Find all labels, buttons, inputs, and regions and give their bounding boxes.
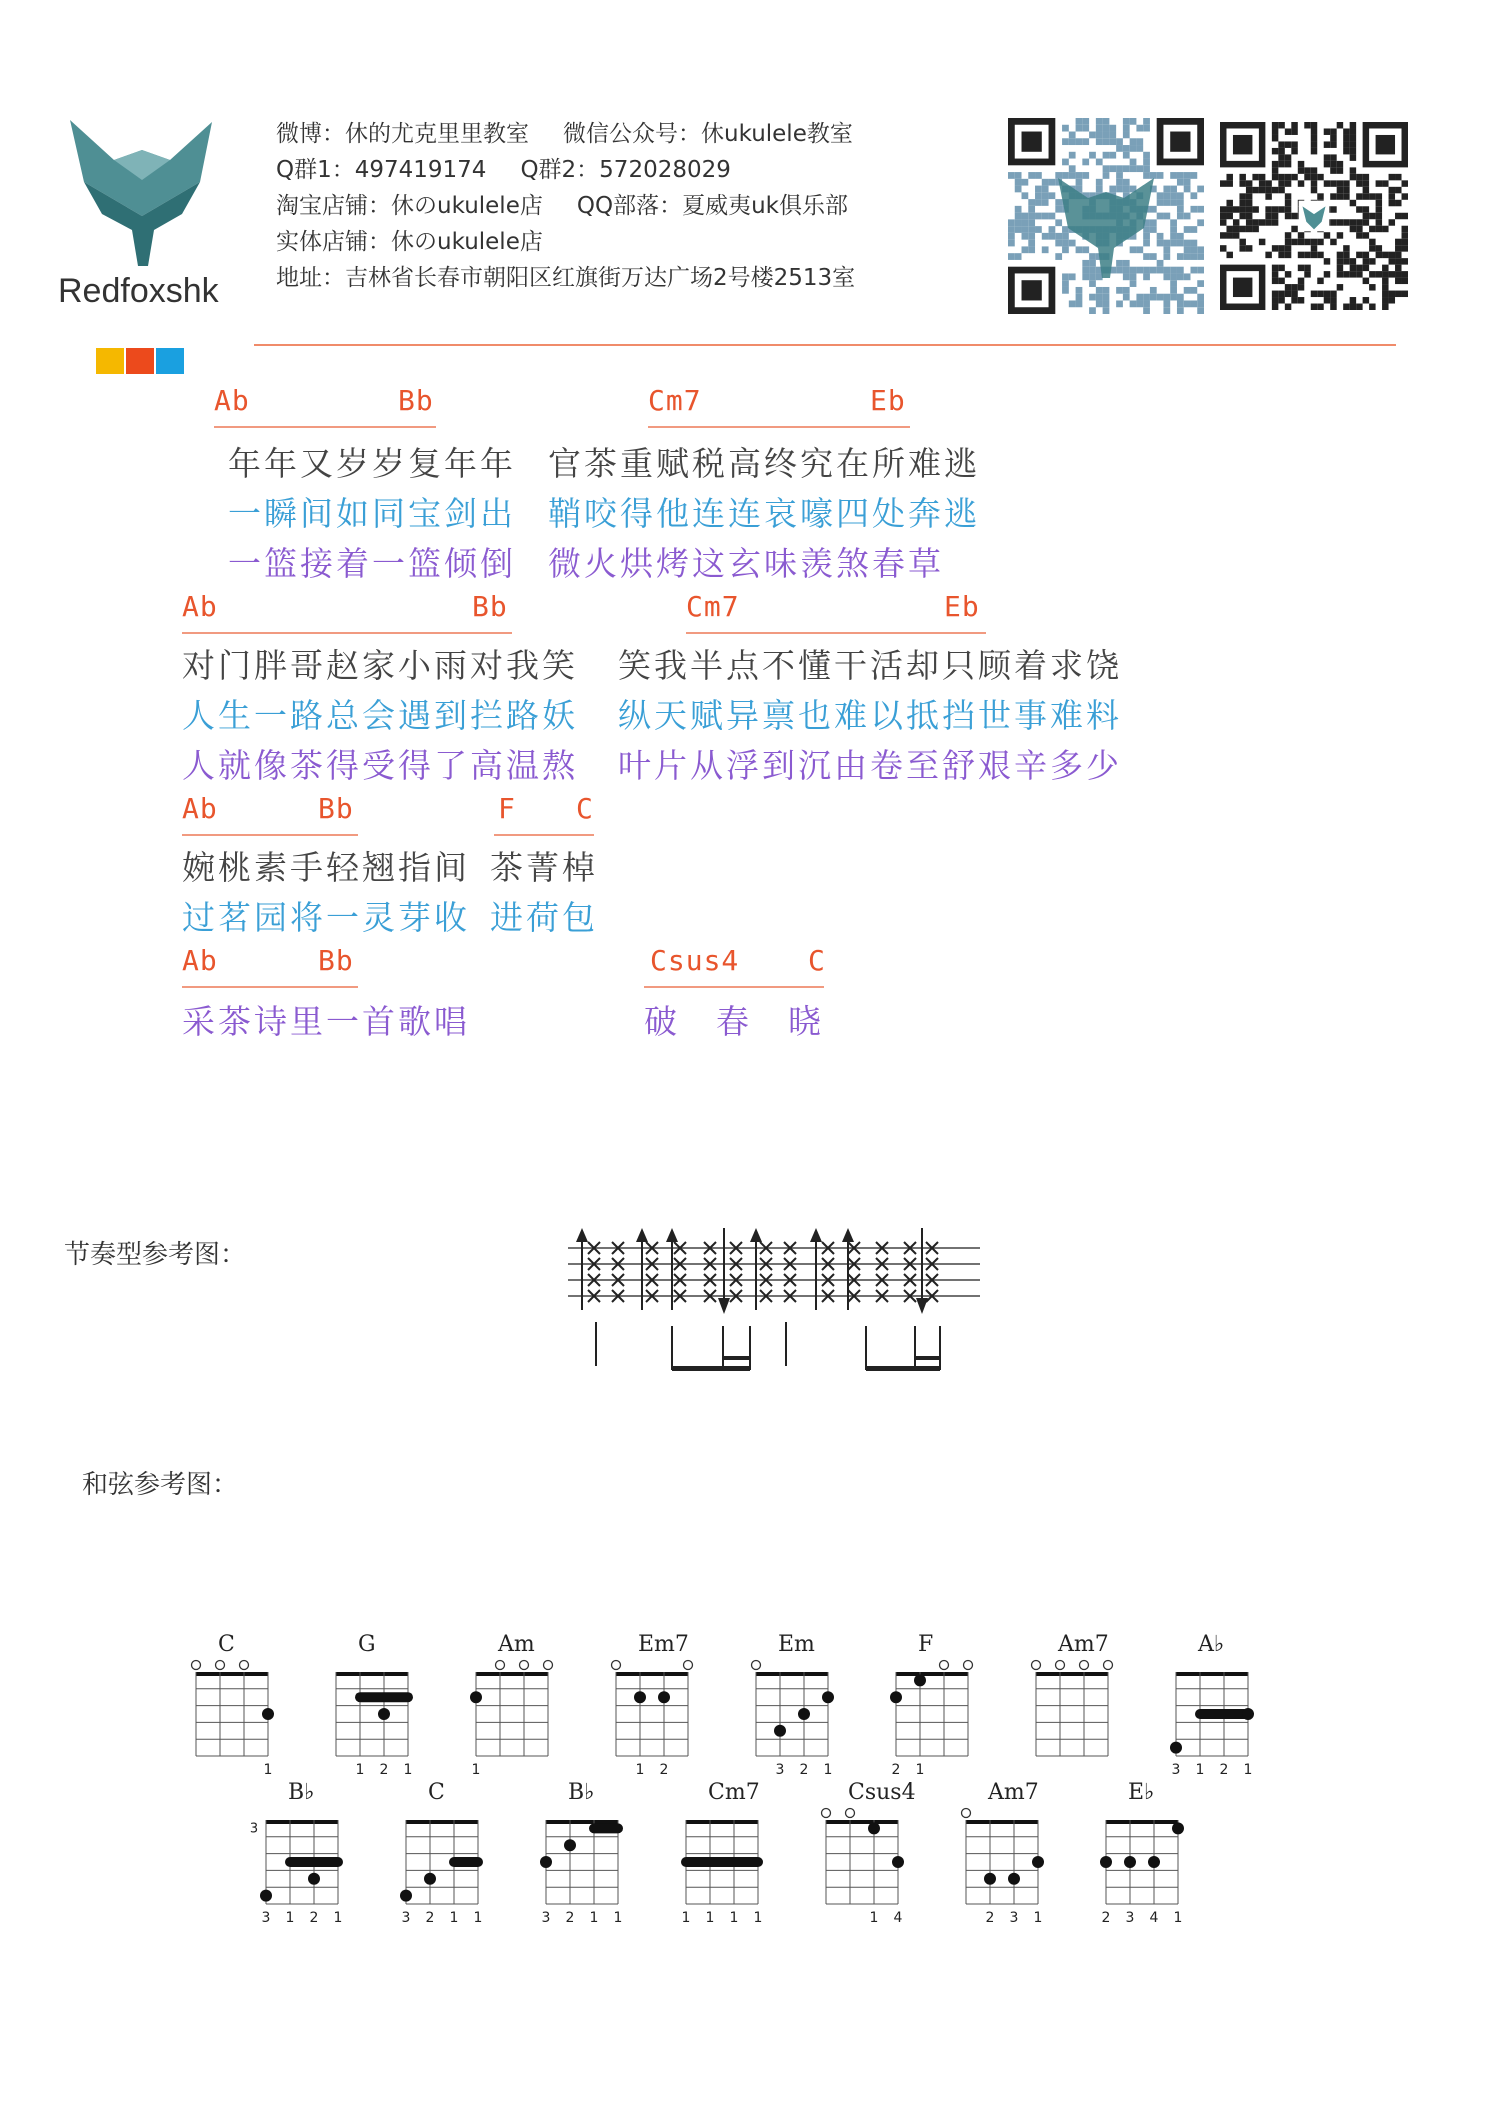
- lyric-line: 笑我半点不懂干活却只顾着求饶: [618, 646, 1122, 685]
- open-string: [1032, 1661, 1041, 1670]
- chord-underline: [494, 834, 594, 836]
- chord-label: Bb: [318, 944, 354, 977]
- finger-number: 1: [333, 1910, 343, 1926]
- chord-nut: [406, 1820, 478, 1824]
- finger-dot: [400, 1890, 412, 1902]
- lyric-line: 人生一路总会遇到拦路妖: [182, 696, 578, 735]
- chord-label: Bb: [472, 590, 508, 623]
- fret-number: 3: [249, 1821, 259, 1837]
- chord-fretboard: [946, 1806, 1058, 1950]
- lyric-line: 纵天赋异禀也难以抵挡世事难料: [618, 696, 1122, 735]
- finger-number: 4: [893, 1910, 903, 1926]
- chord-fretboard: [1086, 1806, 1198, 1950]
- chord-label: Cm7: [686, 590, 740, 623]
- finger-number: 3: [775, 1762, 785, 1778]
- finger-dot: [658, 1691, 670, 1703]
- chord-barre: [285, 1857, 343, 1867]
- finger-dot: [1172, 1822, 1184, 1834]
- note-beam: [672, 1366, 750, 1371]
- finger-number: 2: [425, 1910, 435, 1926]
- open-string: [544, 1661, 553, 1670]
- qr-code-icon: [1220, 122, 1408, 310]
- chord-name: Csus4: [848, 1780, 916, 1805]
- chord-label: Ab: [214, 384, 250, 417]
- finger-number: 1: [1243, 1762, 1253, 1778]
- lyric-line: 微火烘烤这玄味羡煞春草: [548, 544, 944, 583]
- lyric-line: 一篮接着一篮倾倒: [228, 544, 516, 583]
- finger-number: 1: [823, 1762, 833, 1778]
- up-arrow-head: [576, 1228, 588, 1242]
- chord-label: C: [808, 944, 826, 977]
- chord-fretboard: [806, 1806, 918, 1950]
- chord-name: Am7: [988, 1780, 1039, 1805]
- chord-label: Csus4: [650, 944, 740, 977]
- chord-label: F: [498, 792, 516, 825]
- open-string: [520, 1661, 529, 1670]
- info-row: [276, 188, 855, 224]
- chord-nut: [1106, 1820, 1178, 1824]
- finger-number: 3: [541, 1910, 551, 1926]
- color-swatch-yellow: [96, 348, 124, 374]
- finger-dot: [1008, 1873, 1020, 1885]
- header-divider: [254, 344, 1396, 346]
- chord-name: C: [428, 1780, 445, 1805]
- down-arrow-head: [718, 1298, 730, 1314]
- lyric-line: 进荷包: [490, 898, 598, 937]
- chord-barre: [449, 1857, 483, 1867]
- info-text: 微博：休的尤克里里教室: [276, 121, 529, 147]
- open-string: [1080, 1661, 1089, 1670]
- chord-nut: [826, 1820, 898, 1824]
- finger-dot: [470, 1691, 482, 1703]
- open-string: [822, 1809, 831, 1818]
- finger-dot: [984, 1873, 996, 1885]
- lyric-line: 婉桃素手轻翘指间: [182, 848, 470, 887]
- open-string: [752, 1661, 761, 1670]
- color-swatch-red: [126, 348, 154, 374]
- chord-name: F: [918, 1632, 934, 1657]
- info-row: [276, 116, 855, 152]
- chord-name: A♭: [1198, 1632, 1225, 1657]
- chord-section-title: 和弦参考图：: [82, 1470, 239, 1500]
- open-string: [964, 1661, 973, 1670]
- finger-dot: [822, 1691, 834, 1703]
- open-string: [612, 1661, 621, 1670]
- chord-label: Cm7: [648, 384, 702, 417]
- finger-dot: [890, 1691, 902, 1703]
- chord-label: Eb: [870, 384, 906, 417]
- lyric-line: 茶菁棹: [490, 848, 598, 887]
- finger-number: 3: [1171, 1762, 1181, 1778]
- finger-number: 1: [1195, 1762, 1205, 1778]
- finger-dot: [914, 1674, 926, 1686]
- open-string: [1056, 1661, 1065, 1670]
- chord-name: Am7: [1058, 1632, 1109, 1657]
- finger-dot: [1148, 1856, 1160, 1868]
- finger-number: 2: [891, 1762, 901, 1778]
- finger-dot: [774, 1725, 786, 1737]
- finger-number: 1: [753, 1910, 763, 1926]
- finger-number: 1: [263, 1762, 273, 1778]
- chord-underline: [686, 632, 986, 634]
- up-arrow-head: [750, 1228, 762, 1242]
- lyric-line: 过茗园将一灵芽收: [182, 898, 470, 937]
- chord-underline: [182, 986, 358, 988]
- chord-label: Eb: [944, 590, 980, 623]
- chord-underline: [648, 426, 910, 428]
- chord-label: Bb: [398, 384, 434, 417]
- color-swatch-blue: [156, 348, 184, 374]
- chord-nut: [266, 1820, 338, 1824]
- finger-dot: [262, 1708, 274, 1720]
- open-string: [684, 1661, 693, 1670]
- lyric-line: 官茶重赋税高终究在所难逃: [548, 444, 980, 483]
- finger-number: 1: [635, 1762, 645, 1778]
- finger-number: 1: [355, 1762, 365, 1778]
- info-text: Q群2：572028029: [520, 157, 731, 183]
- finger-number: 1: [729, 1910, 739, 1926]
- finger-number: 1: [1033, 1910, 1043, 1926]
- chord-name: Am: [498, 1632, 535, 1657]
- chord-name: Em7: [638, 1632, 689, 1657]
- open-string: [1104, 1661, 1113, 1670]
- chord-nut: [336, 1672, 408, 1676]
- finger-number: 1: [449, 1910, 459, 1926]
- chord-label: Ab: [182, 944, 218, 977]
- finger-number: 1: [705, 1910, 715, 1926]
- lyric-line: 叶片从浮到沉由卷至舒艰辛多少: [618, 746, 1122, 785]
- chord-fretboard: [316, 1658, 428, 1802]
- lyric-line: 鞘咬得他连连哀嚎四处奔逃: [548, 494, 980, 533]
- finger-dot: [564, 1839, 576, 1851]
- finger-dot: [1124, 1856, 1136, 1868]
- info-text: 淘宝店铺：休のukulele店: [276, 193, 543, 219]
- info-text: Q群1：497419174: [276, 157, 487, 183]
- chord-name: Cm7: [708, 1780, 760, 1805]
- finger-number: 2: [799, 1762, 809, 1778]
- open-string: [846, 1809, 855, 1818]
- finger-number: 3: [1125, 1910, 1135, 1926]
- brand-name: Redfoxshk: [58, 272, 219, 310]
- open-string: [940, 1661, 949, 1670]
- down-arrow-head: [916, 1298, 928, 1314]
- chord-underline: [214, 426, 436, 428]
- finger-dot: [1032, 1856, 1044, 1868]
- finger-number: 1: [285, 1910, 295, 1926]
- chord-fretboard: [176, 1658, 288, 1802]
- chord-fretboard: [526, 1806, 638, 1950]
- finger-number: 1: [613, 1910, 623, 1926]
- finger-number: 3: [1009, 1910, 1019, 1926]
- lyric-line: 采茶诗里一首歌唱: [182, 1002, 470, 1041]
- note-beam: [723, 1356, 750, 1360]
- chord-nut: [476, 1672, 548, 1676]
- finger-dot: [540, 1856, 552, 1868]
- finger-number: 1: [915, 1762, 925, 1778]
- open-string: [240, 1661, 249, 1670]
- chord-label: Bb: [318, 792, 354, 825]
- lyric-line: 人就像茶得受得了高温熬: [182, 746, 578, 785]
- chord-name: Em: [778, 1632, 815, 1657]
- chord-underline: [644, 986, 824, 988]
- chord-fretboard: [666, 1806, 778, 1950]
- chord-nut: [756, 1672, 828, 1676]
- open-string: [216, 1661, 225, 1670]
- finger-number: 1: [473, 1910, 483, 1926]
- chord-label: C: [576, 792, 594, 825]
- finger-dot: [260, 1890, 272, 1902]
- finger-number: 1: [1173, 1910, 1183, 1926]
- info-text: 微信公众号：休ukulele教室: [563, 121, 853, 147]
- chord-nut: [966, 1820, 1038, 1824]
- finger-dot: [1170, 1742, 1182, 1754]
- rhythm-section-title: 节奏型参考图：: [64, 1240, 247, 1270]
- finger-dot: [892, 1856, 904, 1868]
- finger-number: 1: [471, 1762, 481, 1778]
- finger-number: 1: [869, 1910, 879, 1926]
- finger-number: 2: [379, 1762, 389, 1778]
- finger-number: 2: [1101, 1910, 1111, 1926]
- chord-nut: [1176, 1672, 1248, 1676]
- chord-nut: [896, 1672, 968, 1676]
- fox-logo-icon: [62, 118, 222, 268]
- chord-fretboard: [246, 1806, 358, 1950]
- chord-barre: [589, 1823, 623, 1833]
- open-string: [962, 1809, 971, 1818]
- finger-dot: [868, 1822, 880, 1834]
- chord-name: C: [218, 1632, 235, 1657]
- info-row: [276, 260, 855, 296]
- contact-info: [276, 116, 855, 296]
- finger-dot: [1100, 1856, 1112, 1868]
- chord-name: B♭: [288, 1780, 315, 1805]
- lyric-line: 一瞬间如同宝剑出: [228, 494, 516, 533]
- up-arrow-head: [666, 1228, 678, 1242]
- chord-fretboard: [456, 1658, 568, 1802]
- chord-nut: [616, 1672, 688, 1676]
- finger-dot: [1242, 1708, 1254, 1720]
- chord-underline: [182, 632, 512, 634]
- chord-name: B♭: [568, 1780, 595, 1805]
- chord-underline: [182, 834, 358, 836]
- finger-number: 4: [1149, 1910, 1159, 1926]
- finger-number: 2: [1219, 1762, 1229, 1778]
- finger-dot: [634, 1691, 646, 1703]
- note-beam: [866, 1366, 940, 1371]
- finger-number: 2: [659, 1762, 669, 1778]
- info-text: 地址：吉林省长春市朝阳区红旗街万达广场2号楼2513室: [276, 265, 856, 291]
- lyric-line: 对门胖哥赵家小雨对我笑: [182, 646, 578, 685]
- chord-nut: [1036, 1672, 1108, 1676]
- chord-barre: [355, 1692, 413, 1702]
- lyric-line: 破 春 晓: [644, 1002, 824, 1041]
- note-beam: [915, 1356, 940, 1360]
- up-arrow-head: [842, 1228, 854, 1242]
- finger-number: 1: [681, 1910, 691, 1926]
- info-row: [276, 224, 855, 260]
- finger-number: 1: [589, 1910, 599, 1926]
- open-string: [192, 1661, 201, 1670]
- chord-nut: [686, 1820, 758, 1824]
- info-row: [276, 152, 855, 188]
- finger-dot: [378, 1708, 390, 1720]
- chord-fretboard: [386, 1806, 498, 1950]
- finger-number: 3: [401, 1910, 411, 1926]
- chord-barre: [681, 1857, 763, 1867]
- info-text: QQ部落：夏威夷uk俱乐部: [576, 193, 848, 219]
- chord-name: G: [358, 1632, 376, 1657]
- lyric-line: 年年又岁岁复年年: [228, 444, 516, 483]
- finger-number: 1: [403, 1762, 413, 1778]
- chord-fretboard: [1156, 1658, 1268, 1802]
- finger-number: 2: [985, 1910, 995, 1926]
- rhythm-pattern-diagram: [560, 1226, 990, 1396]
- finger-dot: [308, 1873, 320, 1885]
- finger-number: 3: [261, 1910, 271, 1926]
- finger-number: 2: [309, 1910, 319, 1926]
- chord-label: Ab: [182, 792, 218, 825]
- chord-name: E♭: [1128, 1780, 1155, 1805]
- chord-fretboard: [596, 1658, 708, 1802]
- open-string: [496, 1661, 505, 1670]
- finger-dot: [798, 1708, 810, 1720]
- up-arrow-head: [636, 1228, 648, 1242]
- chord-nut: [196, 1672, 268, 1676]
- up-arrow-head: [810, 1228, 822, 1242]
- finger-dot: [424, 1873, 436, 1885]
- info-text: 实体店铺：休のukulele店: [276, 229, 543, 255]
- finger-number: 2: [565, 1910, 575, 1926]
- chord-label: Ab: [182, 590, 218, 623]
- qr-code-icon: [1008, 118, 1204, 314]
